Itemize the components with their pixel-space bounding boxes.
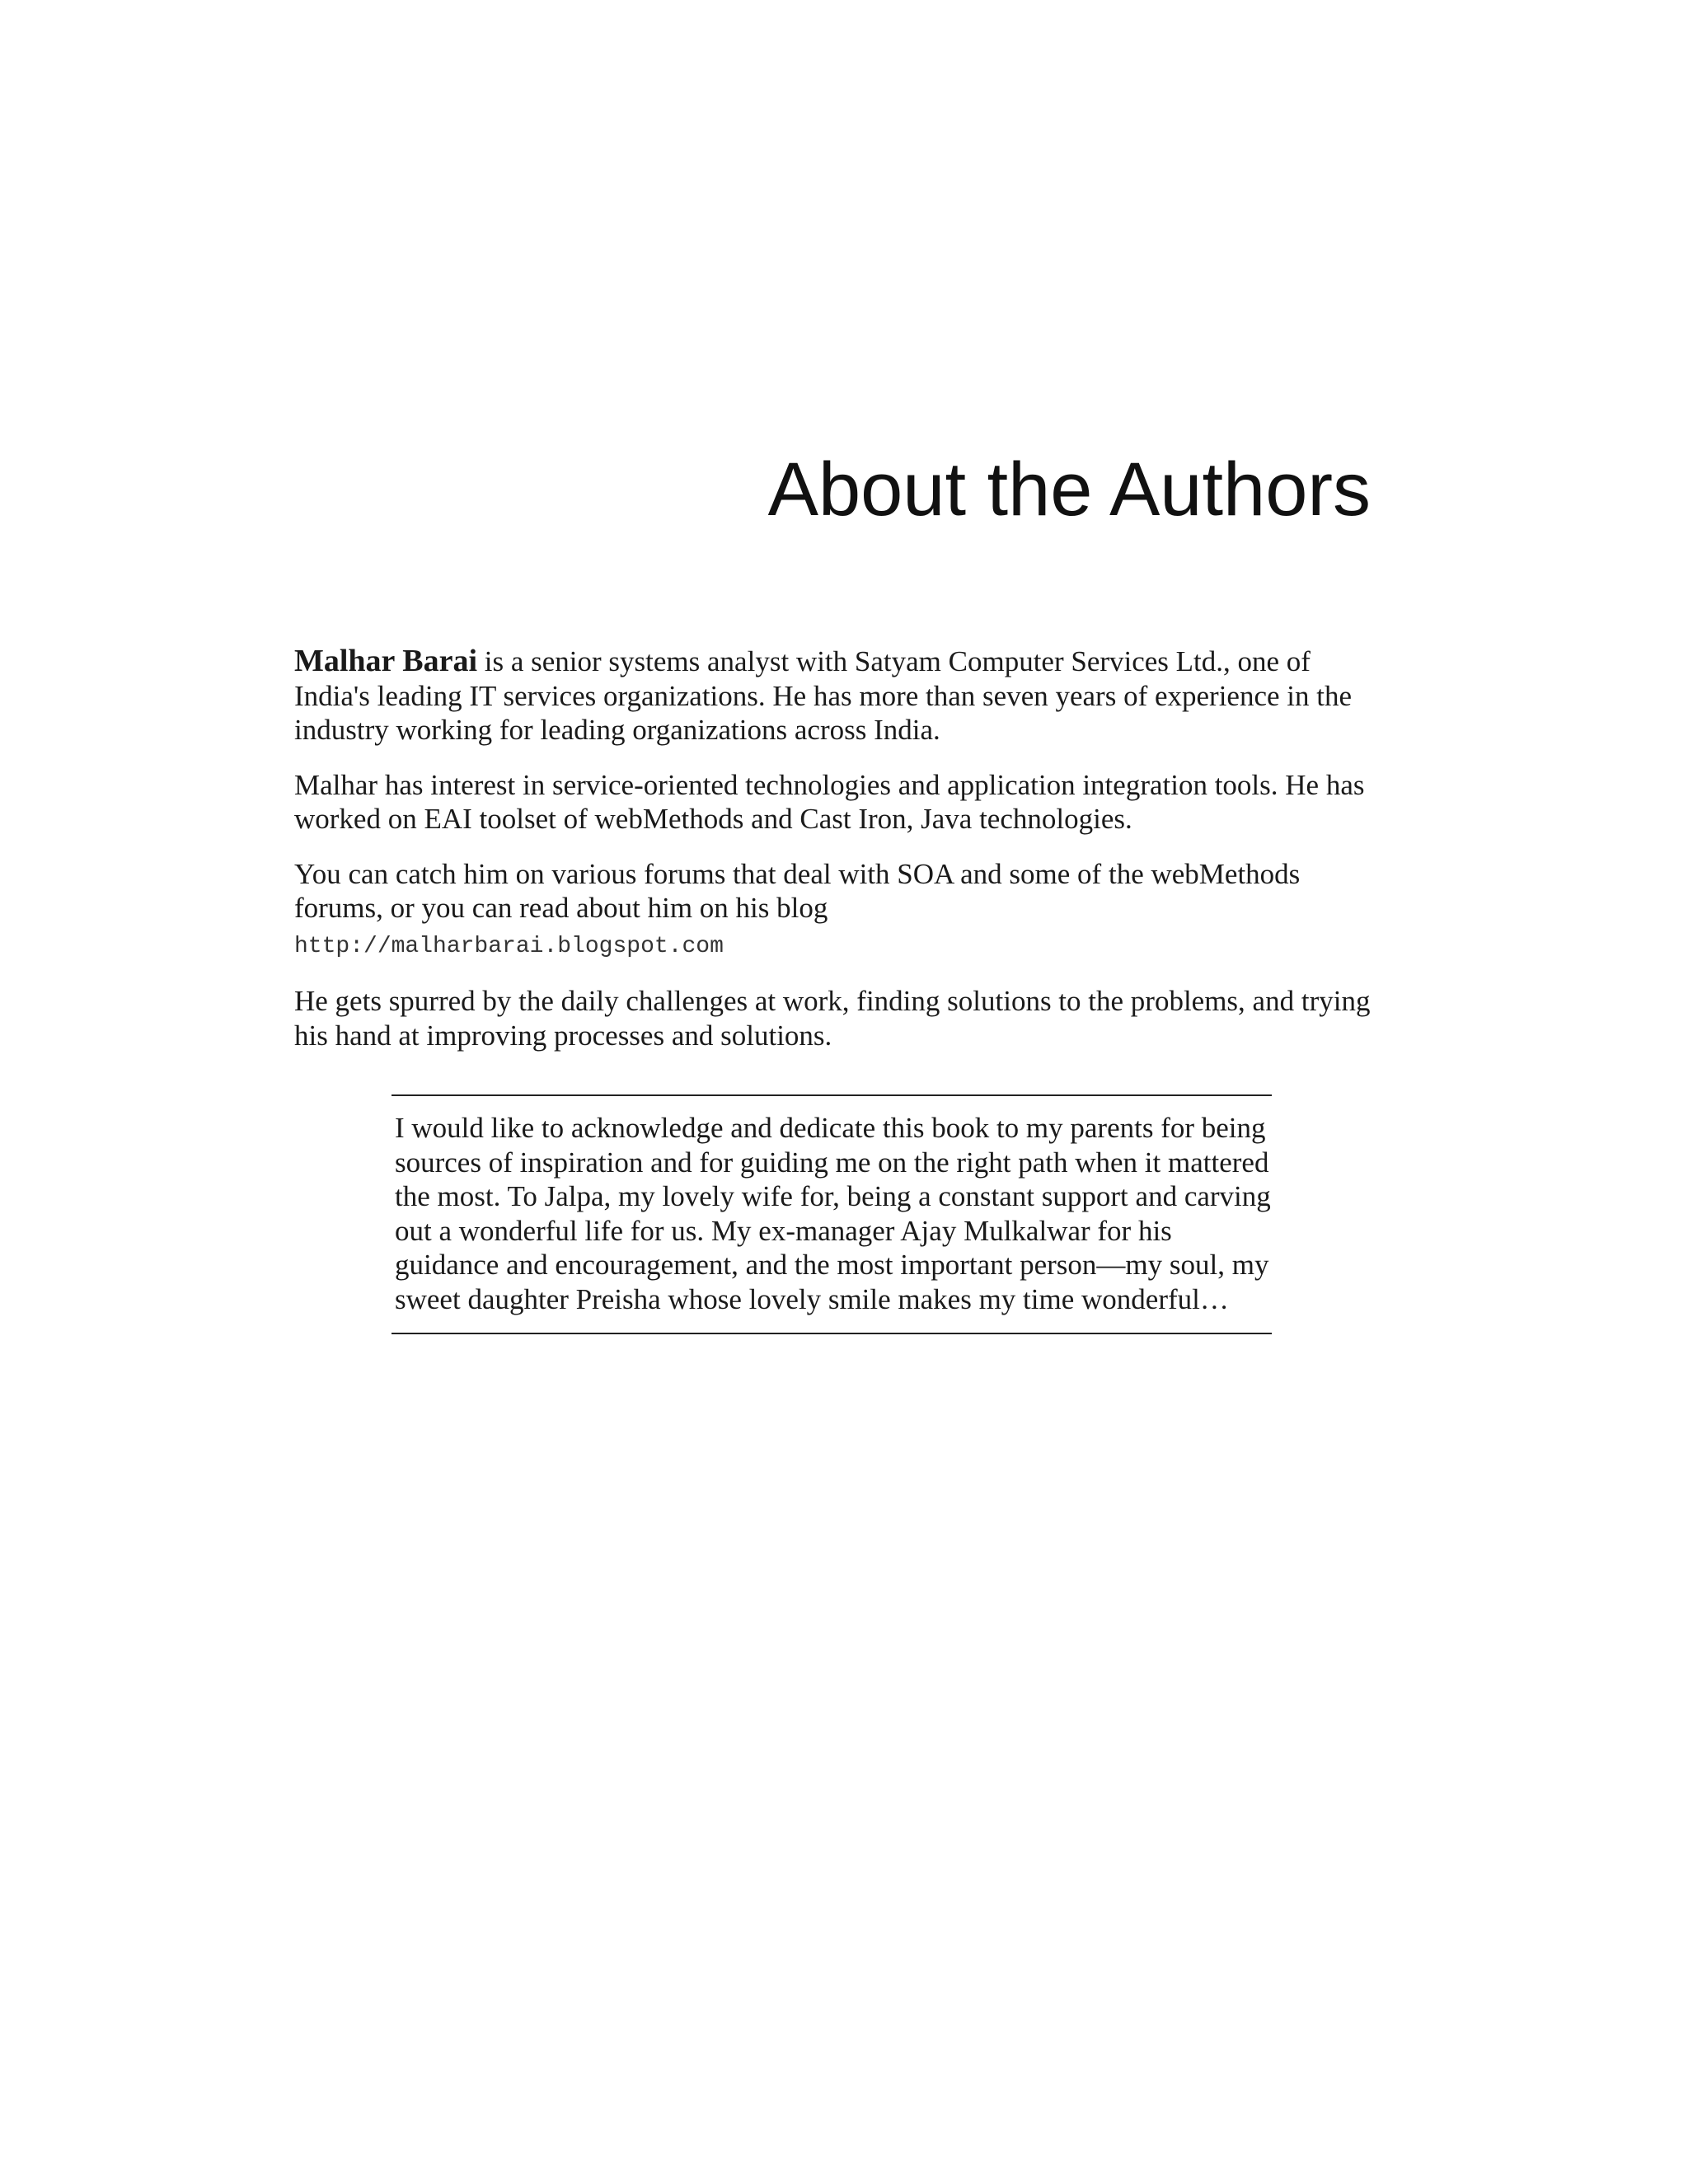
bio-intro-text: is a senior systems analyst with Satyam Computer Services Ltd., one of India's leading IT services organizations. He has more than seven years of experience in the industry working for leading organizations across India.: [294, 645, 1353, 746]
bio-paragraph-intro: [294, 644, 1390, 748]
bio-paragraph-challenges: He gets spurred by the daily challenges at work, finding solutions to the problems, and trying his hand at improving processes and solutions.: [294, 985, 1371, 1052]
dedication-text: I would like to acknowledge and dedicate this book to my parents for being sources of inspiration and for guiding me on the right path when it mattered the most. To Jalpa, my lovely wife for, being a constant support and carving out a wonderful life for us. My ex-manager Ajay Mulkalwar for his guidance and encouragement, and the most important person—my soul, my sweet daughter Preisha whose lovely smile makes my time wonderful…: [395, 1112, 1271, 1315]
blog-url: http://malharbarai.blogspot.com: [294, 933, 724, 959]
bio-forums-text: You can catch him on various forums that deal with SOA and some of the webMethods forums, or you can read about him on his blog: [294, 857, 1301, 924]
dedication-box: [392, 1094, 1272, 1334]
author-bio: [294, 644, 1390, 1073]
bio-paragraph-forums: [294, 857, 1390, 964]
bio-paragraph-interests: Malhar has interest in service-oriented technologies and application integration tools. He has worked on EAI toolset of webMethods and Cast Iron, Java technologies.: [294, 768, 1365, 835]
page-title: About the Authors: [767, 448, 1371, 532]
author-name: Malhar Barai: [294, 644, 478, 678]
